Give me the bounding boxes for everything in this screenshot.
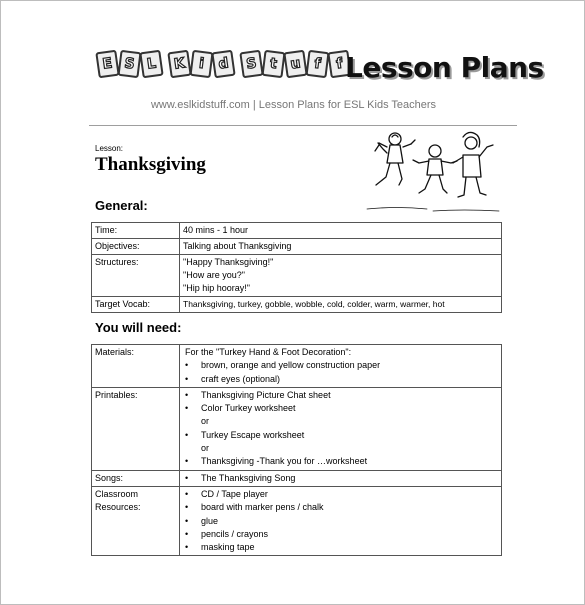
table-row — [92, 255, 502, 297]
row-label-songs: Songs: — [92, 470, 180, 486]
list-item: • Turkey Escape worksheet — [183, 429, 498, 442]
lesson-title: Thanksgiving — [95, 154, 206, 175]
structure-line: "How are you?" — [183, 270, 245, 280]
songs-list — [183, 472, 498, 485]
you-will-need-heading: You will need: — [95, 320, 182, 335]
classroom-resources-list — [183, 488, 498, 554]
or-separator: or — [201, 416, 210, 427]
logo-tile: u — [283, 50, 307, 79]
list-item: • CD / Tape player — [183, 488, 498, 501]
list-item: • Thanksgiving Picture Chat sheet — [183, 389, 498, 402]
row-value-songs — [180, 470, 502, 486]
row-value-structures — [180, 255, 502, 297]
row-value-classroom-resources — [180, 486, 502, 555]
logo-tile: d — [211, 50, 235, 79]
table-row — [92, 239, 502, 255]
list-item: • craft eyes (optional) — [183, 373, 498, 386]
list-item: • pencils / crayons — [183, 528, 498, 541]
logo-tile: i — [189, 50, 213, 78]
table-row — [92, 223, 502, 239]
label-line: Classroom — [95, 488, 139, 499]
logo-word-stuff — [241, 51, 351, 77]
logo-tile: E — [95, 50, 119, 79]
row-label-structures: Structures: — [92, 255, 180, 297]
row-label-printables: Printables: — [92, 387, 180, 470]
structure-line: "Hip hip hooray!" — [183, 283, 250, 293]
logo-tile: f — [327, 50, 351, 79]
materials-intro: For the "Turkey Hand & Foot Decoration": — [185, 347, 352, 357]
list-item: • The Thanksgiving Song — [183, 472, 498, 485]
list-item: • brown, orange and yellow construction paper — [183, 359, 498, 372]
logo-tile: S — [239, 50, 263, 79]
row-label-materials: Materials: — [92, 345, 180, 388]
logo-tile: L — [139, 50, 163, 79]
list-item: • masking tape — [183, 541, 498, 554]
table-row — [92, 345, 502, 388]
row-value-target-vocab: Thanksgiving, turkey, gobble, wobble, cold, colder, warm, warmer, hot — [180, 297, 502, 313]
row-label-time: Time: — [92, 223, 180, 239]
lesson-plans-title: Lesson Plans — [345, 51, 544, 84]
general-heading: General: — [95, 198, 148, 213]
table-row — [92, 470, 502, 486]
printables-list — [183, 389, 498, 469]
row-value-materials — [180, 345, 502, 388]
row-value-time: 40 mins - 1 hour — [180, 223, 502, 239]
list-item: • Thanksgiving -Thank you for …worksheet — [183, 455, 498, 468]
row-value-printables — [180, 387, 502, 470]
header-divider — [89, 125, 517, 126]
dancing-kids-illustration — [363, 127, 503, 217]
site-subtitle: www.eslkidstuff.com | Lesson Plans for ESL Kids Teachers — [150, 99, 437, 111]
row-label-classroom-resources — [92, 486, 180, 555]
logo-tile: t — [261, 50, 285, 78]
logo-tile: S — [117, 50, 141, 78]
esl-kid-stuff-logo — [97, 51, 357, 77]
label-line: Resources: — [95, 501, 141, 512]
table-row — [92, 486, 502, 555]
logo-word-kid — [169, 51, 235, 77]
logo-tile: f — [305, 50, 329, 78]
logo-word-esl — [97, 51, 163, 77]
you-will-need-table — [91, 344, 502, 556]
logo-tile: K — [167, 50, 191, 79]
or-separator: or — [201, 443, 210, 454]
row-label-objectives: Objectives: — [92, 239, 180, 255]
general-table — [91, 222, 502, 313]
lesson-label: Lesson: — [95, 144, 124, 153]
table-row — [92, 297, 502, 313]
materials-list — [183, 359, 498, 386]
list-item: • board with marker pens / chalk — [183, 501, 498, 514]
table-row — [92, 387, 502, 470]
list-item: • Color Turkey worksheet — [183, 402, 498, 415]
list-item: • glue — [183, 515, 498, 528]
row-value-objectives: Talking about Thanksgiving — [180, 239, 502, 255]
row-label-target-vocab: Target Vocab: — [92, 297, 180, 313]
structure-line: "Happy Thanksgiving!" — [183, 257, 274, 267]
